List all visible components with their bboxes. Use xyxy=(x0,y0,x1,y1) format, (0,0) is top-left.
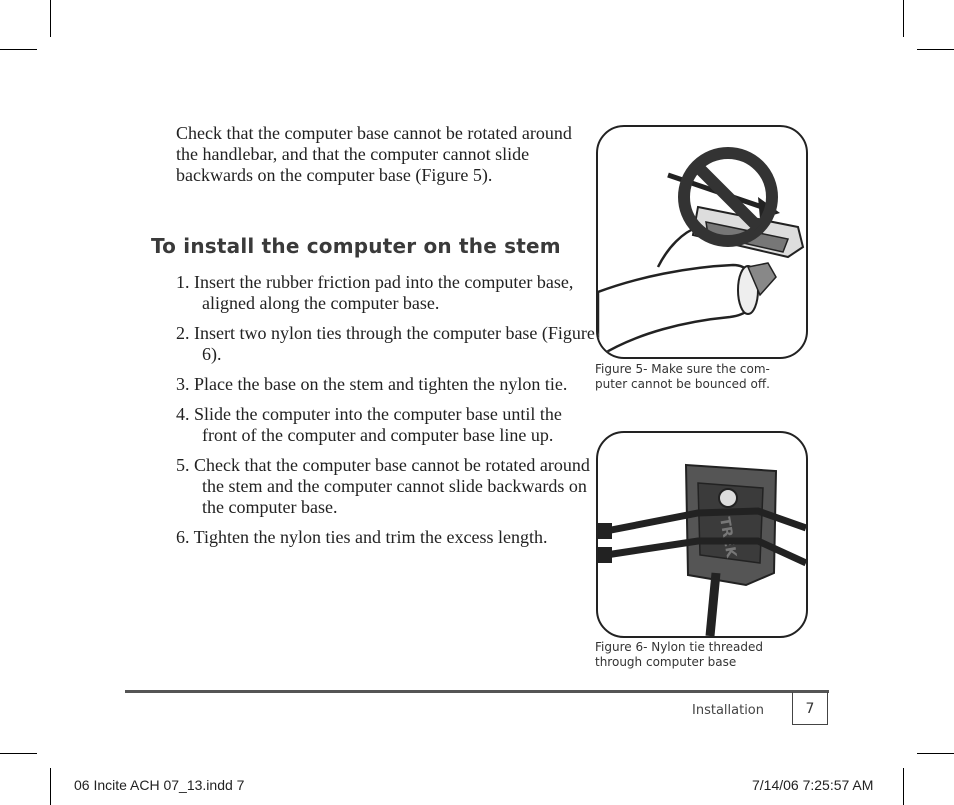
figure-6-illustration xyxy=(596,431,808,638)
page-number: 7 xyxy=(792,692,828,725)
trek-logo: TREK xyxy=(716,515,739,559)
figure-5-illustration xyxy=(596,125,808,359)
crop-mark xyxy=(50,0,51,37)
slug-timestamp: 7/14/06 7:25:57 AM xyxy=(752,777,874,793)
crop-mark xyxy=(917,49,954,50)
intro-text: Check that the computer base cannot be rotated around the handlebar, and that the computer cannot slide backwards on the computer base (Figure 5). xyxy=(176,123,572,185)
crop-mark xyxy=(917,753,954,754)
computer-base-illustration xyxy=(598,433,806,636)
footer-rule xyxy=(125,690,829,693)
handlebar-illustration xyxy=(598,127,806,357)
step-item: 4. Slide the computer into the computer base until the front of the computer and computer base line up. xyxy=(176,404,562,445)
intro-paragraph xyxy=(176,123,596,186)
crop-mark xyxy=(50,768,51,805)
figure-5-caption: Figure 5- Make sure the com-puter cannot be bounced off. xyxy=(595,362,770,391)
slug-file-name: 06 Incite ACH 07_13.indd 7 xyxy=(74,777,245,793)
crop-mark xyxy=(0,49,37,50)
crop-mark xyxy=(903,0,904,37)
step-item: 1. Insert the rubber friction pad into the computer base, aligned along the computer base. xyxy=(176,272,574,313)
figure-6-caption: Figure 6- Nylon tie threaded through computer base xyxy=(595,640,763,669)
crop-mark xyxy=(0,753,37,754)
step-item: 5. Check that the computer base cannot be rotated around the stem and the computer cannot slide backwards on the computer base. xyxy=(176,455,590,517)
footer-section-label: Installation xyxy=(692,703,765,718)
step-item: 6. Tighten the nylon ties and trim the excess length. xyxy=(176,527,548,547)
step-item: 2. Insert two nylon ties through the computer base (Figure 6). xyxy=(176,323,595,364)
section-heading: To install the computer on the stem xyxy=(151,234,561,258)
steps-list xyxy=(176,272,596,557)
step-item: 3. Place the base on the stem and tighten the nylon tie. xyxy=(176,374,568,394)
crop-mark xyxy=(903,768,904,805)
